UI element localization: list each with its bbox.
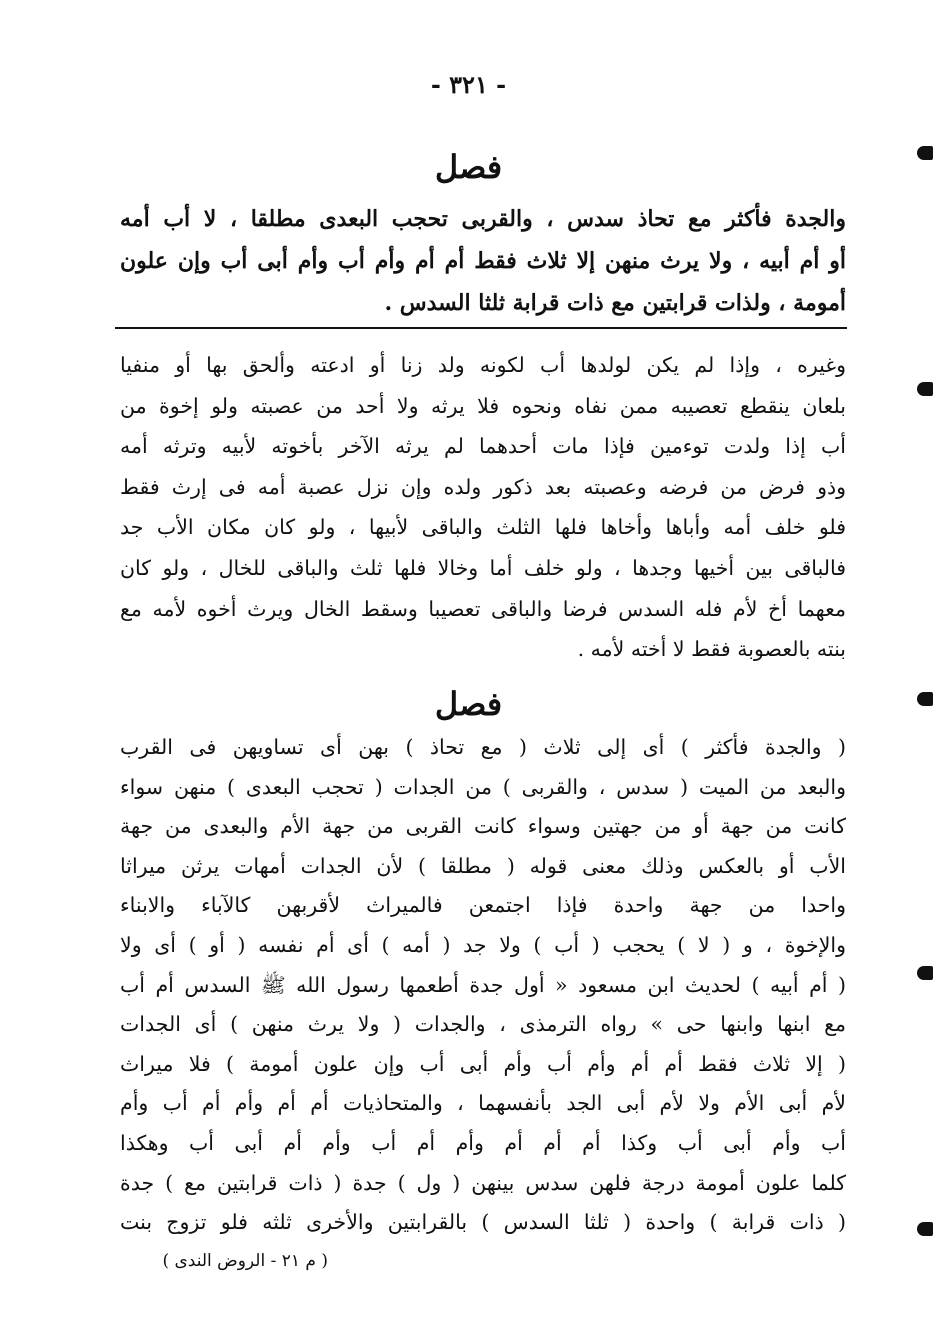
commentary-line: بلعان ينقطع تعصيبه ممن نفاه ونحوه فلا يرثه ولا أحد من عصبته ولو إخوة من [120, 393, 846, 418]
matn-line: أمومة ، ولذات قرابتين مع ذات قرابة ثلثا السدس . [384, 290, 846, 316]
commentary-line: والإخوة ، و ( لا ) يحجب ( أب ) ولا جد ( أمه ) أى أم نفسه ( أو ) أى ولا [120, 932, 846, 957]
commentary-line: بنته بالعصوبة فقط لا أخته لأمه . [577, 637, 846, 662]
commentary-line: أب إذا ولدت توءمين فإذا مات أحدهما لم يرثه الآخر بأخوته لأبيه وترثه أمه [120, 434, 846, 459]
commentary-line: كلما علون أمومة درجة فلهن سدس بينهن ( ول ) جدة ( ذات قرابتين مع ) جدة [120, 1170, 846, 1195]
binding-mark [917, 146, 933, 160]
commentary-line: وغيره ، وإذا لم يكن لولدها أب لكونه ولد زنا أو ادعته وألحق بها أو منفيا [120, 353, 846, 377]
section-heading-1: فصل [434, 148, 503, 186]
commentary-line: فلو خلف أمه وأباها وأخاها فلها الثلث والباقى لأبيها ، ولو كان مكان الأب جد [120, 515, 846, 540]
commentary-line: كانت من جهة أو من جهتين وسواء كانت القربى من جهة الأم والبعدى من جهة [120, 814, 846, 839]
binding-mark [917, 692, 933, 706]
divider-rule [115, 327, 847, 329]
commentary-line: أب وأم أبى أب وكذا أم أم أم وأم أم أب وأم أم أبى أب وهكذا [120, 1130, 846, 1155]
commentary-line: ( والجدة فأكثر ) أى إلى ثلاث ( مع تحاذ ) بهن أى تساويهن فى القرب [120, 735, 846, 759]
commentary-line: فالباقى بين أخيها وجدها ، ولو خلف أما وخالا فلها ثلث والباقى للخال ، ولو كان [120, 555, 846, 580]
matn-text [120, 198, 846, 324]
page-number: - ٣٢١ - [430, 70, 507, 99]
matn-line: أو أم أبيه ، ولا يرث منهن إلا ثلاث فقط أم أم وأم أب وأم أبى أب وإن علون [120, 248, 846, 274]
matn-line: والجدة فأكثر مع تحاذ سدس ، والقربى تحجب البعدى مطلقا ، لا أب أمه [120, 206, 846, 232]
commentary-block-1 [120, 345, 846, 670]
binding-mark [917, 966, 933, 980]
commentary-line: الأب أو بالعكس وذلك معنى قوله ( مطلقا ) لأن الجدات أمهات يرثن ميراثا [120, 853, 846, 878]
commentary-line: وذو فرض من فرضه وعصبته بعد ذكور ولده وإن نزل عصبة أمه فى إرث فقط [120, 474, 846, 499]
commentary-line: والبعد من الميت ( سدس ، والقربى ) من الجدات ( تحجب البعدى ) منهن سواء [120, 774, 846, 799]
commentary-line: ( أم أبيه ) لحديث ابن مسعود « أول جدة أطعمها رسول الله ﷺ السدس أم أب [120, 972, 846, 997]
binding-mark [917, 382, 933, 396]
footer-signature: ( م ٢١ - الروض الندى ) [162, 1251, 328, 1271]
commentary-line: واحدا من جهة واحدة فإذا اجتمعن فالميراث لأقربهن كالآباء والابناء [120, 893, 846, 918]
commentary-line: ( إلا ثلاث فقط أم أم وأم أب وأم أبى أب وإن علون أمومة ) فلا ميراث [120, 1051, 846, 1076]
section-heading-2: فصل [434, 685, 503, 723]
commentary-line: مع ابنها وابنها حى » رواه الترمذى ، والجدات ( ولا يرث منهن ) أى الجدات [120, 1012, 846, 1037]
commentary-line: لأم أبى الأم ولا لأم أبى الجد بأنفسهما ، والمتحاذيات أم أم وأم أم أب وأم [120, 1091, 846, 1116]
commentary-block-2 [120, 728, 846, 1243]
commentary-line: معهما أخ لأم فله السدس فرضا والباقى تعصيبا وسقط الخال ويرث أخوه لأمه مع [120, 596, 846, 621]
commentary-line: ( ذات قرابة ) واحدة ( ثلثا السدس ) بالقرابتين والأخرى ثلثه فلو تزوج بنت [120, 1210, 846, 1235]
binding-mark [917, 1222, 933, 1236]
